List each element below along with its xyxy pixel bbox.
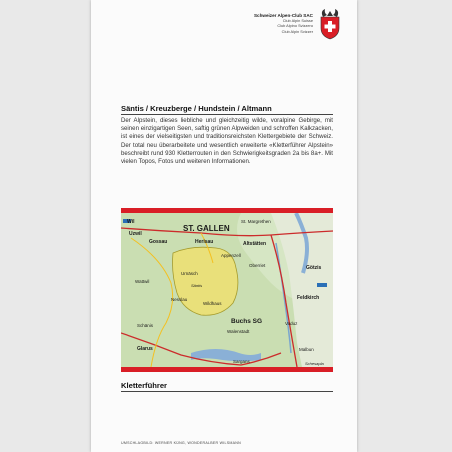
label-glarus: Glarus bbox=[137, 346, 153, 352]
sac-shield-icon bbox=[317, 8, 343, 40]
subtitle-divider bbox=[121, 391, 333, 392]
map-graphic bbox=[121, 213, 333, 367]
label-nesslau: Nesslau bbox=[171, 297, 188, 302]
label-herisau: Herisau bbox=[195, 239, 214, 245]
title-divider bbox=[121, 114, 333, 115]
book-description: Der Alpstein, dieses liebliche und gleichzeitig wilde, voralpine Gebirge, mit seinen einzigartigen Seen, saftig grünen Alpweiden und schroffen Kalkzacken, ist eines der vielseitigsten und traditionsreichsten Klettergebiete der Schweiz. Der total neu überarbeitete und wesentlich erweiterte «Kletterführer Alpstein» beschreibt rund 930 Kletterrouten in den Schwierigkeitsgraden 2a bis 8a+. Mit vielen Topos, Fotos und weiteren Informationen. bbox=[121, 117, 333, 166]
club-name: Schweizer Alpen-Club SAC bbox=[253, 13, 313, 18]
label-st-margrethen: St. Margrethen bbox=[241, 219, 271, 224]
label-santis: Säntis bbox=[191, 283, 203, 288]
label-schanis: Schänis bbox=[137, 323, 154, 328]
label-walenstadt: Walenstadt bbox=[227, 329, 250, 334]
cover-credit: UMSCHLAGBILD: WERNER KÜNG, WONDERALBER WILSMANN bbox=[121, 441, 241, 445]
label-malbun: Malbun bbox=[299, 347, 314, 352]
region-map bbox=[121, 208, 333, 372]
club-name-rm: Club Alpin Svizzer bbox=[281, 28, 313, 34]
label-vaduz: Vaduz bbox=[285, 321, 298, 326]
label-wattwil: Wattwil bbox=[135, 279, 150, 284]
book-title: Säntis / Kreuzberge / Hundstein / Altmann bbox=[121, 104, 272, 113]
label-appenzell: Appenzell bbox=[221, 253, 241, 258]
label-gossau: Gossau bbox=[149, 239, 168, 245]
label-oberriet: Oberriet bbox=[249, 263, 266, 268]
label-buchs-sg: Buchs SG bbox=[231, 318, 263, 325]
label-urnasch: Urnäsch bbox=[181, 271, 198, 276]
club-name-fr: Club Alpin Suisse bbox=[282, 18, 313, 24]
label-schesaplana: Schesapla bbox=[305, 361, 324, 366]
label-st-gallen: ST. GALLEN bbox=[183, 224, 230, 233]
book-cover bbox=[91, 0, 357, 452]
label-sargans: Sargans bbox=[233, 359, 250, 364]
label-feldkirch: Feldkirch bbox=[297, 295, 320, 301]
label-wildhaus: Wildhaus bbox=[203, 301, 222, 306]
book-subtitle: Kletterführer bbox=[121, 381, 167, 390]
map-bottom-bar bbox=[121, 367, 333, 372]
label-wil: Wil bbox=[127, 219, 135, 225]
label-gotzis: Götzis bbox=[306, 265, 322, 271]
club-name-block bbox=[254, 13, 313, 34]
club-name-it: Club Alpino Svizzero bbox=[277, 23, 313, 29]
label-uzwil: Uzwil bbox=[129, 231, 142, 237]
label-altstatten: Altstätten bbox=[243, 241, 267, 247]
